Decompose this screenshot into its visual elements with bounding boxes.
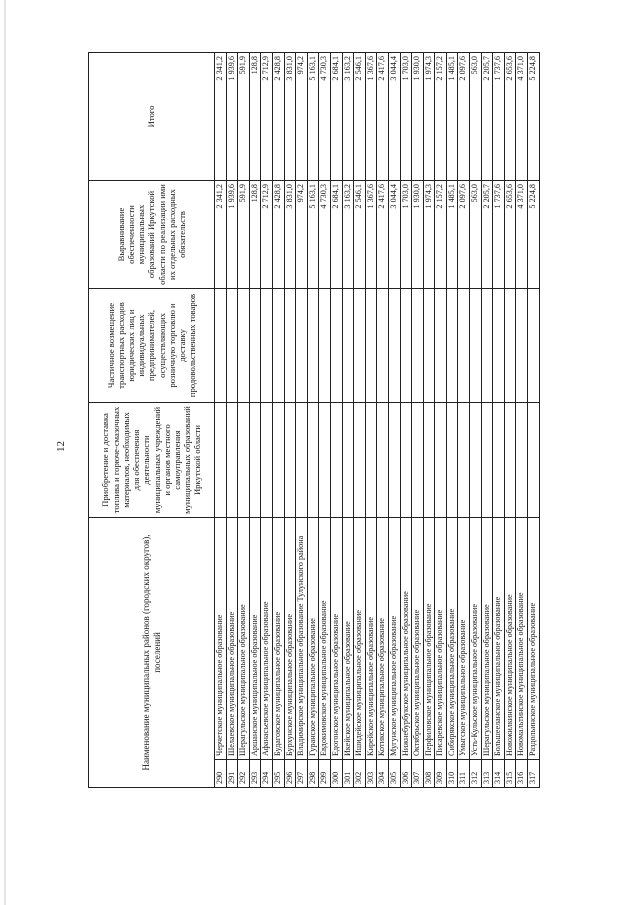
cell-equalization: 2 712,9 (261, 181, 273, 289)
table-row (528, 53, 540, 788)
table-row (516, 53, 528, 788)
cell-equalization: 128,8 (249, 181, 261, 289)
cell-equalization: 2 205,7 (481, 181, 493, 289)
cell-equalization: 1 930,0 (412, 181, 424, 289)
row-number: 314 (493, 760, 505, 788)
cell-fuel (226, 403, 238, 518)
row-name: Черчетское муниципальное образование (215, 518, 227, 760)
row-number: 302 (354, 760, 366, 788)
cell-total: 2 417,6 (377, 53, 389, 181)
header-transport: Частичное возмещение транспортных расходов юридических лиц и индивидуальных предпринимателей, осуществляющих розничную торговлю и доставку продовольственных товаров (89, 289, 215, 403)
cell-transport (226, 289, 238, 403)
cell-fuel (261, 403, 273, 518)
row-name: Владимирское муниципальное образование Тулунского района (296, 518, 308, 760)
cell-equalization: 1 367,6 (365, 181, 377, 289)
cell-transport (412, 289, 424, 403)
cell-total: 2 684,1 (330, 53, 342, 181)
row-name: Сибирякское муниципальное образование (446, 518, 458, 760)
row-name: Бурхунское муниципальное образование (284, 518, 296, 760)
cell-total: 1 367,6 (365, 53, 377, 181)
cell-fuel (446, 403, 458, 518)
cell-fuel (412, 403, 424, 518)
table-row (470, 53, 482, 788)
cell-total: 1 485,1 (446, 53, 458, 181)
cell-transport (481, 289, 493, 403)
cell-transport (493, 289, 505, 403)
table-row (412, 53, 424, 788)
header-name: Наименование муниципальных районов (городских округов), поселений (89, 518, 215, 788)
cell-equalization: 974,2 (296, 181, 308, 289)
row-number: 301 (342, 760, 354, 788)
cell-transport (446, 289, 458, 403)
cell-total: 5 224,8 (528, 53, 540, 181)
row-name: Шелаевское муниципальное образование (226, 518, 238, 760)
row-name: Афанасьевское муниципальное образование (261, 518, 273, 760)
cell-total: 3 044,4 (388, 53, 400, 181)
cell-total: 1 737,6 (493, 53, 505, 181)
cell-equalization: 1 939,6 (226, 181, 238, 289)
cell-fuel (272, 403, 284, 518)
cell-fuel (330, 403, 342, 518)
cell-total: 563,0 (470, 53, 482, 181)
row-number: 290 (215, 760, 227, 788)
cell-equalization: 591,9 (238, 181, 250, 289)
row-name: Перфиловское муниципальное образование (423, 518, 435, 760)
cell-fuel (249, 403, 261, 518)
cell-total: 2 205,7 (481, 53, 493, 181)
header-fuel: Приобретение и доставка топлива и горюче-смазочных материалов, необходимых для обеспечения деятельности муниципальных учреждений и органов местного самоуправления муниципальных образований Иркутской области (89, 403, 215, 518)
cell-total: 3 163,2 (342, 53, 354, 181)
cell-equalization: 563,0 (470, 181, 482, 289)
cell-fuel (504, 403, 516, 518)
table-row (493, 53, 505, 788)
cell-fuel (284, 403, 296, 518)
header-equalization: Выравнивание обеспеченности муниципальных образований Иркутской области по реализации ими их отдельных расходных обязательств (89, 181, 215, 289)
table-header-row (89, 53, 215, 788)
row-number: 309 (435, 760, 447, 788)
cell-fuel (435, 403, 447, 518)
row-name: Умыгское муниципальное образование (458, 518, 470, 760)
cell-fuel (481, 403, 493, 518)
row-number: 294 (261, 760, 273, 788)
page-number: 12 (55, 441, 67, 452)
cell-transport (354, 289, 366, 403)
cell-transport (365, 289, 377, 403)
cell-equalization: 2 653,6 (504, 181, 516, 289)
cell-equalization: 3 163,2 (342, 181, 354, 289)
cell-transport (284, 289, 296, 403)
table-row (272, 53, 284, 788)
table-row (446, 53, 458, 788)
cell-fuel (423, 403, 435, 518)
table-row (226, 53, 238, 788)
row-number: 299 (319, 760, 331, 788)
table-row (284, 53, 296, 788)
row-name: Икейское муниципальное образование (342, 518, 354, 760)
cell-transport (215, 289, 227, 403)
row-number: 313 (481, 760, 493, 788)
table-row (365, 53, 377, 788)
cell-fuel (307, 403, 319, 518)
table-row (458, 53, 470, 788)
cell-transport (249, 289, 261, 403)
cell-equalization: 5 163,1 (307, 181, 319, 289)
row-number: 311 (458, 760, 470, 788)
cell-equalization: 2 097,6 (458, 181, 470, 289)
row-number: 315 (504, 760, 516, 788)
table-row (249, 53, 261, 788)
row-number: 300 (330, 760, 342, 788)
row-name: Октябрьское муниципальное образование (412, 518, 424, 760)
table-row (307, 53, 319, 788)
cell-transport (377, 289, 389, 403)
table-row (319, 53, 331, 788)
row-name: Новожилкинское муниципальное образование (504, 518, 516, 760)
cell-fuel (319, 403, 331, 518)
cell-transport (435, 289, 447, 403)
cell-total: 5 163,1 (307, 53, 319, 181)
cell-total: 2 341,2 (215, 53, 227, 181)
table-row (481, 53, 493, 788)
cell-total: 1 930,0 (412, 53, 424, 181)
row-name: Раздольинское муниципальное образование (528, 518, 540, 760)
cell-transport (423, 289, 435, 403)
budget-table (88, 52, 540, 788)
row-number: 296 (284, 760, 296, 788)
cell-fuel (377, 403, 389, 518)
cell-equalization: 2 417,6 (377, 181, 389, 289)
cell-transport (238, 289, 250, 403)
table-row (238, 53, 250, 788)
row-name: Кирейское муниципальное образование (365, 518, 377, 760)
row-number: 307 (412, 760, 424, 788)
row-number: 298 (307, 760, 319, 788)
row-number: 308 (423, 760, 435, 788)
cell-fuel (342, 403, 354, 518)
cell-equalization: 2 546,1 (354, 181, 366, 289)
cell-equalization: 3 044,4 (388, 181, 400, 289)
row-name: Шерагульское муниципальное образование (238, 518, 250, 760)
row-name: Новомальтинское муниципальное образование (516, 518, 528, 760)
cell-fuel (400, 403, 412, 518)
table-body (215, 53, 540, 788)
cell-fuel (365, 403, 377, 518)
cell-transport (272, 289, 284, 403)
row-name: Котикское муниципальное образование (377, 518, 389, 760)
cell-fuel (238, 403, 250, 518)
row-number: 297 (296, 760, 308, 788)
cell-transport (528, 289, 540, 403)
cell-fuel (458, 403, 470, 518)
cell-total: 4 730,3 (319, 53, 331, 181)
row-name: Гуранское муниципальное образование (307, 518, 319, 760)
row-name: Нижнебурбукское муниципальное образование (400, 518, 412, 760)
rotated-table-container (88, 53, 613, 788)
cell-total: 1 703,0 (400, 53, 412, 181)
cell-total: 1 939,6 (226, 53, 238, 181)
row-number: 303 (365, 760, 377, 788)
cell-equalization: 1 737,6 (493, 181, 505, 289)
table-row (504, 53, 516, 788)
cell-total: 4 371,0 (516, 53, 528, 181)
cell-transport (307, 289, 319, 403)
cell-equalization: 2 428,8 (272, 181, 284, 289)
cell-total: 2 097,6 (458, 53, 470, 181)
cell-transport (296, 289, 308, 403)
row-name: Шерагульское муниципальное образование (481, 518, 493, 760)
row-number: 305 (388, 760, 400, 788)
cell-transport (400, 289, 412, 403)
cell-equalization: 1 703,0 (400, 181, 412, 289)
cell-total: 2 546,1 (354, 53, 366, 181)
table-row (423, 53, 435, 788)
row-number: 317 (528, 760, 540, 788)
row-number: 316 (516, 760, 528, 788)
cell-equalization: 1 485,1 (446, 181, 458, 289)
row-number: 292 (238, 760, 250, 788)
row-name: Писаревское муниципальное образование (435, 518, 447, 760)
row-name: Евдокимовское муниципальное образование (319, 518, 331, 760)
table-row (261, 53, 273, 788)
cell-total: 128,8 (249, 53, 261, 181)
cell-total: 2 428,8 (272, 53, 284, 181)
row-name: Мугунское муниципальное образование (388, 518, 400, 760)
cell-transport (342, 289, 354, 403)
cell-fuel (528, 403, 540, 518)
cell-equalization: 2 157,2 (435, 181, 447, 289)
cell-transport (458, 289, 470, 403)
row-name: Большееланское муниципальное образование (493, 518, 505, 760)
cell-transport (516, 289, 528, 403)
row-number: 306 (400, 760, 412, 788)
row-number: 304 (377, 760, 389, 788)
cell-transport (330, 289, 342, 403)
cell-equalization: 4 371,0 (516, 181, 528, 289)
row-name: Будаговское муниципальное образование (272, 518, 284, 760)
cell-transport (388, 289, 400, 403)
cell-transport (319, 289, 331, 403)
table-row (377, 53, 389, 788)
row-name: Усть-Кульское муниципальное образование (470, 518, 482, 760)
cell-fuel (388, 403, 400, 518)
cell-equalization: 3 831,0 (284, 181, 296, 289)
cell-fuel (296, 403, 308, 518)
cell-equalization: 1 974,3 (423, 181, 435, 289)
cell-fuel (470, 403, 482, 518)
cell-total: 1 974,3 (423, 53, 435, 181)
cell-equalization: 5 224,8 (528, 181, 540, 289)
cell-total: 3 831,0 (284, 53, 296, 181)
header-total: Итого (89, 53, 215, 181)
row-name: Ишидейское муниципальное образование (354, 518, 366, 760)
scan-edge (4, 0, 6, 905)
cell-total: 974,2 (296, 53, 308, 181)
cell-transport (261, 289, 273, 403)
cell-fuel (516, 403, 528, 518)
row-number: 312 (470, 760, 482, 788)
table-row (215, 53, 227, 788)
cell-total: 591,9 (238, 53, 250, 181)
cell-equalization: 2 684,1 (330, 181, 342, 289)
cell-total: 2 653,6 (504, 53, 516, 181)
cell-total: 2 157,2 (435, 53, 447, 181)
cell-equalization: 2 341,2 (215, 181, 227, 289)
table-row (388, 53, 400, 788)
cell-fuel (354, 403, 366, 518)
cell-fuel (493, 403, 505, 518)
row-name: Едогонское муниципальное образование (330, 518, 342, 760)
cell-transport (504, 289, 516, 403)
row-number: 291 (226, 760, 238, 788)
table-row (435, 53, 447, 788)
table-row (354, 53, 366, 788)
table-row (400, 53, 412, 788)
row-number: 293 (249, 760, 261, 788)
cell-transport (470, 289, 482, 403)
table-row (330, 53, 342, 788)
row-name: Аршанское муниципальное образование (249, 518, 261, 760)
cell-fuel (215, 403, 227, 518)
row-number: 310 (446, 760, 458, 788)
table-row (342, 53, 354, 788)
cell-equalization: 4 730,3 (319, 181, 331, 289)
table-row (296, 53, 308, 788)
cell-total: 2 712,9 (261, 53, 273, 181)
row-number: 295 (272, 760, 284, 788)
